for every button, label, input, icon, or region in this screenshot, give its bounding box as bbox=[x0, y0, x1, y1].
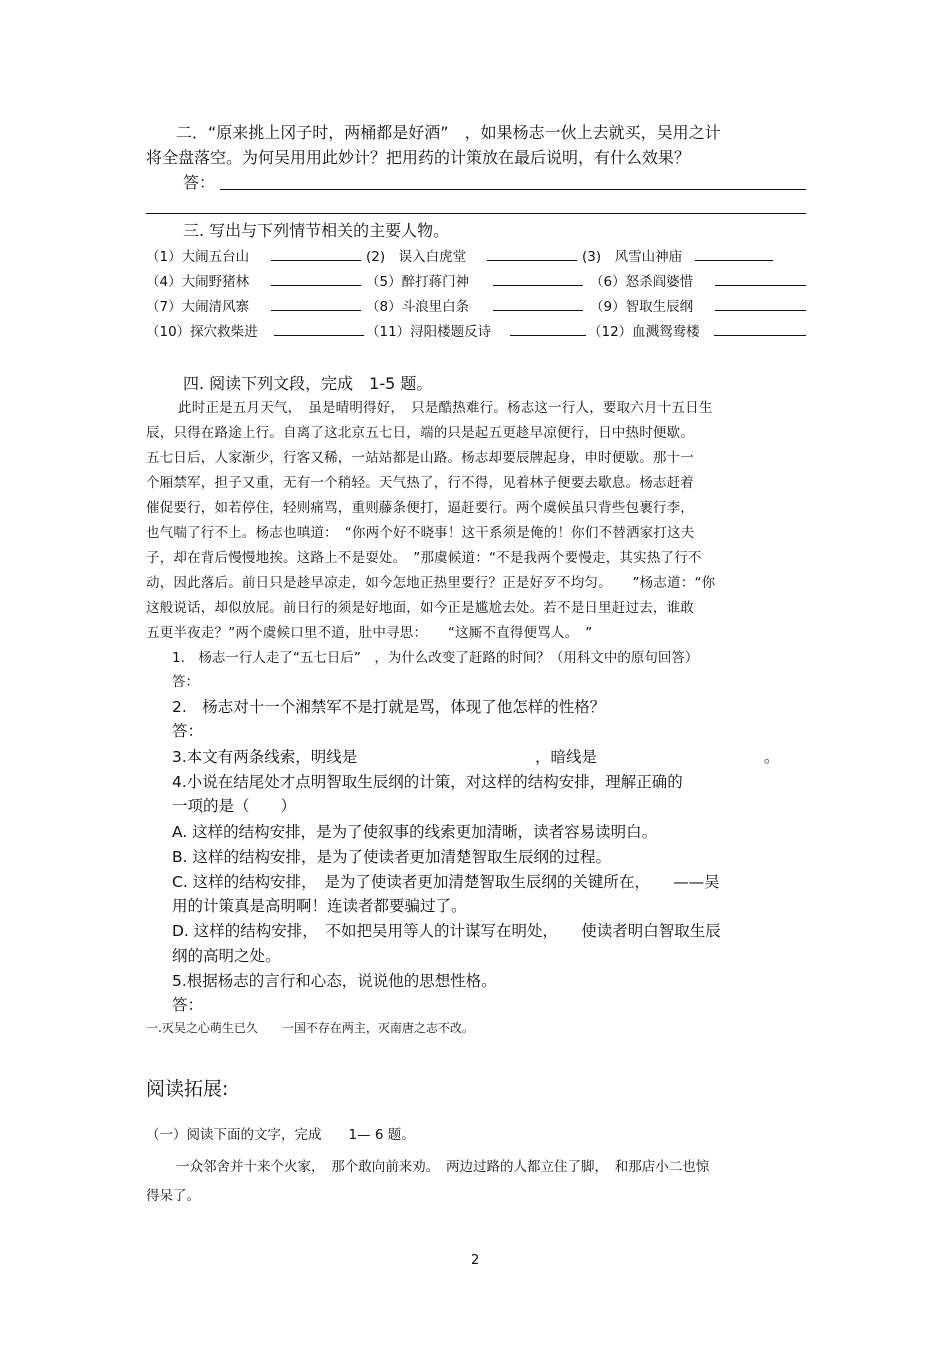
q3-item-9: （9）智取生辰纲 bbox=[590, 299, 694, 315]
option-c-line-2: 用的计策真是高明啊！连读者都要骗过了。 bbox=[172, 897, 467, 915]
q3-blank-10 bbox=[274, 335, 364, 336]
option-b: B. 这样的结构安排，是为了使读者更加清楚智取生辰纲的过程。 bbox=[172, 848, 611, 866]
q3-blank-6 bbox=[715, 285, 806, 286]
q3-blank-12 bbox=[714, 335, 806, 336]
option-d-line-2: 纲的高明之处。 bbox=[172, 947, 281, 965]
passage-line-7: 子，却在背后慢慢地挨。这路上不是耍处。 ”那虞候道：“不是我两个要慢走，其实热了行不 bbox=[146, 550, 702, 566]
q3-blank-8 bbox=[493, 310, 583, 311]
q2-answer-label: 答： bbox=[183, 173, 216, 192]
q3-item-11: （11）浔阳楼题反诗 bbox=[366, 324, 492, 340]
sub-question-2: 2. 杨志对十一个湘禁军不是打就是骂，体现了他怎样的性格？ bbox=[172, 698, 606, 716]
q3-blank-7 bbox=[271, 310, 361, 311]
sub-question-5: 5.根据杨志的言行和心态，说说他的思想性格。 bbox=[172, 972, 497, 990]
q3-item-7: （7）大闹清风寨 bbox=[146, 299, 250, 315]
q3-item-2: (2) 误入白虎堂 bbox=[366, 249, 467, 265]
passage-line-2: 辰，只得在路途上行。自离了这北京五七日，端的只是起五更趁早凉便行，日中热时便歇。 bbox=[146, 425, 694, 441]
q3-item-6: （6）怒杀阎婆惜 bbox=[590, 274, 694, 290]
q3-item-3: (3) 风雪山神庙 bbox=[582, 249, 683, 265]
q3-item-10: （10）探穴救柴进 bbox=[146, 324, 258, 340]
q4-title: 四. 阅读下列文段，完成 1-5 题。 bbox=[183, 374, 433, 393]
extension-text-line-2: 得呆了。 bbox=[146, 1188, 200, 1204]
sub-question-3-c: 。 bbox=[764, 748, 780, 766]
extension-heading: 阅读拓展: bbox=[146, 1078, 229, 1100]
sub-question-3-a: 3.本文有两条线索，明线是 bbox=[172, 748, 358, 766]
sub-question-1-answer: 答： bbox=[172, 674, 199, 690]
footnote-answer: 一.灭吴之心萌生已久 一国不存在两主，灭南唐之志不改。 bbox=[146, 1021, 474, 1035]
q2-line-2: 将全盘落空。为何吴用用此妙计？把用药的计策放在最后说明，有什么效果？ bbox=[146, 148, 691, 167]
q3-item-4: （4）大闹野猪林 bbox=[146, 274, 250, 290]
passage-line-10: 五更半夜走？”两个虞候口里不道，肚中寻思： “这厮不直得便骂人。 ” bbox=[146, 625, 593, 641]
q3-blank-11 bbox=[510, 335, 586, 336]
q3-blank-5 bbox=[493, 285, 583, 286]
option-d-line-1: D. 这样的结构安排， 不如把吴用等人的计谋写在明处， 使读者明白智取生辰 bbox=[172, 922, 721, 940]
passage-line-6: 也气喘了行不上。杨志也嗔道： “你两个好不晓事！这干系须是俺的！你们不替洒家打这夫 bbox=[146, 525, 695, 541]
passage-line-1: 此时正是五月天气， 虽是晴明得好， 只是酷热难行。杨志这一行人，要取六月十五日生 bbox=[178, 400, 713, 416]
extension-intro: （一）阅读下面的文字，完成 1— 6 题。 bbox=[146, 1127, 415, 1143]
q2-answer-line-1 bbox=[220, 189, 806, 190]
extension-text-line-1: 一众邻舍并十来个火家， 那个敢向前来劝。 两边过路的人都立住了脚， 和那店小二也惊 bbox=[176, 1159, 710, 1175]
q3-title: 三. 写出与下列情节相关的主要人物。 bbox=[183, 221, 450, 240]
sub-question-1: 1. 杨志一行人走了“五七日后” ，为什么改变了赶路的时间？（用科文中的原句回答） bbox=[172, 650, 699, 666]
passage-line-5: 催促要行，如若停住，轻则痛骂，重则藤条便打，逼赶要行。两个虞候虽只背些包裹行李， bbox=[146, 500, 694, 516]
sub-question-3-b: ，暗线是 bbox=[535, 748, 598, 766]
q2-line-1: 二．“原来挑上冈子时，两桶都是好酒” ，如果杨志一伙上去就买，吴用之计 bbox=[176, 123, 721, 142]
q3-blank-2 bbox=[487, 260, 577, 261]
passage-line-9: 这般说话，却似放屁。前日行的须是好地面，如今正是尴尬去处。若不是日里赶过去，谁敢 bbox=[146, 600, 694, 616]
passage-line-8: 动，因此落后。前日只是趁早凉走，如今怎地正热里要行？正是好歹不均匀。 ”杨志道：“你 bbox=[146, 575, 716, 591]
q3-item-1: （1）大闹五台山 bbox=[146, 249, 250, 265]
option-c-line-1: C. 这样的结构安排， 是为了使读者更加清楚智取生辰纲的关键所在， ——吴 bbox=[172, 873, 720, 891]
passage-line-3: 五七日后，人家渐少，行客又稀，一站站都是山路。杨志却要辰牌起身，申时便歇。那十一 bbox=[146, 450, 694, 466]
q3-blank-1 bbox=[271, 260, 361, 261]
q3-blank-9 bbox=[715, 310, 806, 311]
sub-question-4-line-1: 4.小说在结尾处才点明智取生辰纲的计策，对这样的结构安排，理解正确的 bbox=[172, 773, 683, 791]
q3-item-5: （5）醉打蒋门神 bbox=[366, 274, 470, 290]
page-number: 2 bbox=[471, 1253, 480, 1268]
q3-blank-4 bbox=[271, 285, 361, 286]
passage-line-4: 个厢禁军，担子又重，无有一个稍轻。天气热了，行不得，见着林子便要去歇息。杨志赶着 bbox=[146, 475, 694, 491]
option-a: A. 这样的结构安排，是为了使叙事的线索更加清晰，读者容易读明白。 bbox=[172, 823, 658, 841]
q3-blank-3 bbox=[695, 260, 773, 261]
sub-question-4-line-2: 一项的是（ ） bbox=[172, 797, 297, 815]
q3-item-12: （12）血溅鸳鸯楼 bbox=[588, 324, 700, 340]
sub-question-5-answer: 答： bbox=[172, 996, 204, 1014]
sub-question-2-answer: 答： bbox=[172, 722, 204, 740]
q2-answer-line-2 bbox=[146, 213, 806, 214]
q3-item-8: （8）斗浪里白条 bbox=[366, 299, 470, 315]
